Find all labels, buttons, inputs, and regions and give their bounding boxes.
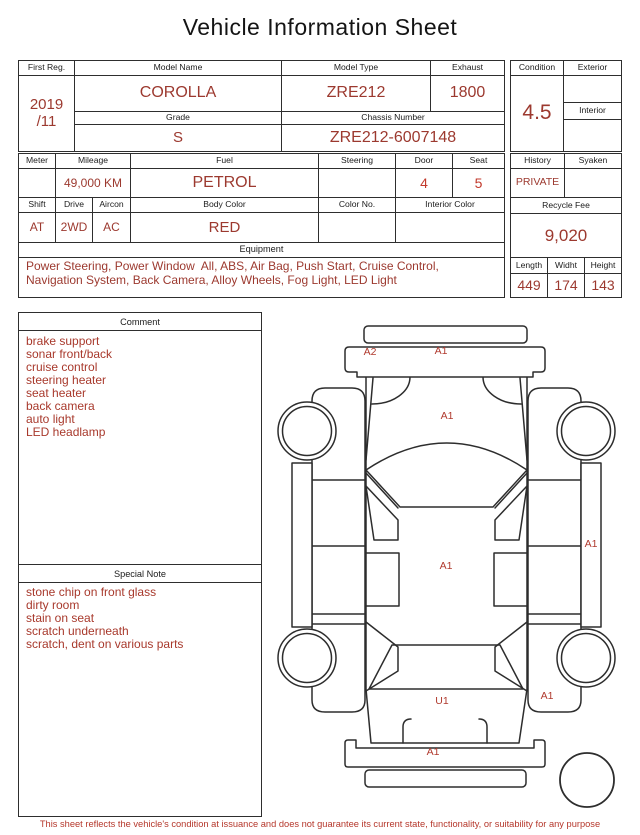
front-top-strip [364, 326, 527, 343]
grade-label: Grade [75, 112, 282, 125]
mileage-value: 49,000 KM [56, 169, 131, 198]
body-color-label: Body Color [131, 198, 319, 213]
syaken-label: Syaken [565, 154, 621, 169]
drive-value: 2WD [56, 213, 93, 243]
first-reg-month: /11 [36, 113, 57, 130]
left-sill [292, 463, 312, 627]
first-reg-year: 2019 [29, 96, 64, 114]
interior-value [564, 120, 621, 151]
model-name-value: COROLLA [75, 76, 282, 112]
interior-label: Interior [564, 103, 621, 120]
spare-tire [560, 753, 614, 807]
comment-header: Comment [19, 313, 261, 331]
damage-code-label: A1 [540, 690, 554, 702]
recycle-fee-value: 9,020 [511, 214, 621, 258]
drive-label: Drive [56, 198, 93, 213]
right-sill [581, 463, 601, 627]
rear-left-wheel [278, 629, 336, 687]
first-reg-label: First Reg. [19, 61, 75, 76]
recycle-fee-label: Recycle Fee [511, 198, 621, 214]
comment-line: seat heater [26, 386, 87, 400]
condition-table [510, 60, 622, 152]
interior-color-value [396, 213, 504, 243]
first-reg-value [19, 76, 75, 151]
damage-code-label: A1 [426, 746, 440, 758]
condition-value: 4.5 [511, 76, 564, 151]
special-note-lines [19, 582, 261, 651]
door-label: Door [396, 154, 453, 169]
mileage-label: Mileage [56, 154, 131, 169]
comment-line: back camera [26, 399, 95, 413]
footer-disclaimer: This sheet reflects the vehicle's condition at issuance and does not guarantee its current state, functionality, or suitability for any purpose [39, 819, 601, 829]
body-color-value: RED [131, 213, 319, 243]
exhaust-value: 1800 [431, 76, 504, 112]
spec-table [18, 153, 505, 298]
special-note-line: scratch, dent on various parts [26, 637, 184, 651]
exterior-label: Exterior [564, 61, 621, 76]
height-value: 143 [591, 277, 615, 294]
shift-value: AT [19, 213, 56, 243]
damage-code-label: U1 [435, 695, 449, 707]
height-label: Height [585, 258, 621, 274]
model-type-value: ZRE212 [282, 76, 431, 112]
car-damage-diagram [268, 318, 632, 814]
grade-value: S [75, 125, 282, 151]
steering-value [319, 169, 396, 198]
condition-label: Condition [511, 61, 564, 76]
page-title: Vehicle Information Sheet [182, 14, 458, 40]
model-type-label: Model Type [282, 61, 431, 76]
syaken-value [565, 169, 621, 198]
steering-label: Steering [319, 154, 396, 169]
length-label: Length [511, 258, 548, 274]
comment-line: steering heater [26, 373, 107, 387]
front-right-wheel [557, 402, 615, 460]
damage-code-label: A1 [440, 410, 454, 422]
special-note-line: dirty room [26, 598, 80, 612]
shift-label: Shift [19, 198, 56, 213]
front-left-wheel [278, 402, 336, 460]
meter-label: Meter [19, 154, 56, 169]
damage-code-label: A1 [434, 345, 448, 357]
main-info-table [18, 60, 505, 152]
aircon-label: Aircon [93, 198, 131, 213]
chassis-number-label: Chassis Number [282, 112, 504, 125]
special-note-header: Special Note [19, 564, 261, 583]
seat-label: Seat [453, 154, 504, 169]
color-no-label: Color No. [319, 198, 396, 213]
fuel-value: PETROL [131, 169, 319, 198]
special-note-line: scratch underneath [26, 624, 129, 638]
special-note-line: stain on seat [26, 611, 95, 625]
door-value: 4 [396, 169, 453, 198]
equipment-label: Equipment [19, 243, 504, 258]
comment-line: LED headlamp [26, 425, 106, 439]
meter-value [19, 169, 56, 198]
aircon-value: AC [93, 213, 131, 243]
interior-color-label: Interior Color [396, 198, 504, 213]
rear-right-wheel [557, 629, 615, 687]
special-note-line: stone chip on front glass [26, 585, 157, 599]
exterior-value [564, 76, 621, 103]
comment-line: auto light [26, 412, 75, 426]
exhaust-label: Exhaust [431, 61, 504, 76]
damage-code-label: A2 [363, 346, 377, 358]
history-label: History [511, 154, 565, 169]
width-value: 174 [548, 274, 585, 297]
model-name-label: Model Name [75, 61, 282, 76]
comment-line: brake support [26, 334, 100, 348]
chassis-number-value: ZRE212-6007148 [329, 128, 457, 146]
rear-bumper [345, 740, 545, 767]
comment-box [18, 312, 262, 817]
history-value: PRIVATE [511, 169, 565, 198]
comment-line: cruise control [26, 360, 98, 374]
comment-line: sonar front/back [26, 347, 113, 361]
damage-code-label: A1 [439, 560, 453, 572]
comment-lines [19, 331, 261, 439]
damage-code-label: A1 [584, 538, 598, 550]
fuel-label: Fuel [131, 154, 319, 169]
history-table [510, 153, 622, 298]
rear-bottom-strip [365, 770, 526, 787]
equipment-value: Power Steering, Power Window All, ABS, Air Bag, Push Start, Cruise Control, Navigation System, Back Camera, Alloy Wheels, Fog Light, LED Light [26, 259, 443, 287]
color-no-value [319, 213, 396, 243]
front-bumper [345, 347, 545, 377]
length-value: 449 [511, 274, 548, 297]
seat-value: 5 [453, 169, 504, 198]
width-label: Widht [548, 258, 585, 274]
